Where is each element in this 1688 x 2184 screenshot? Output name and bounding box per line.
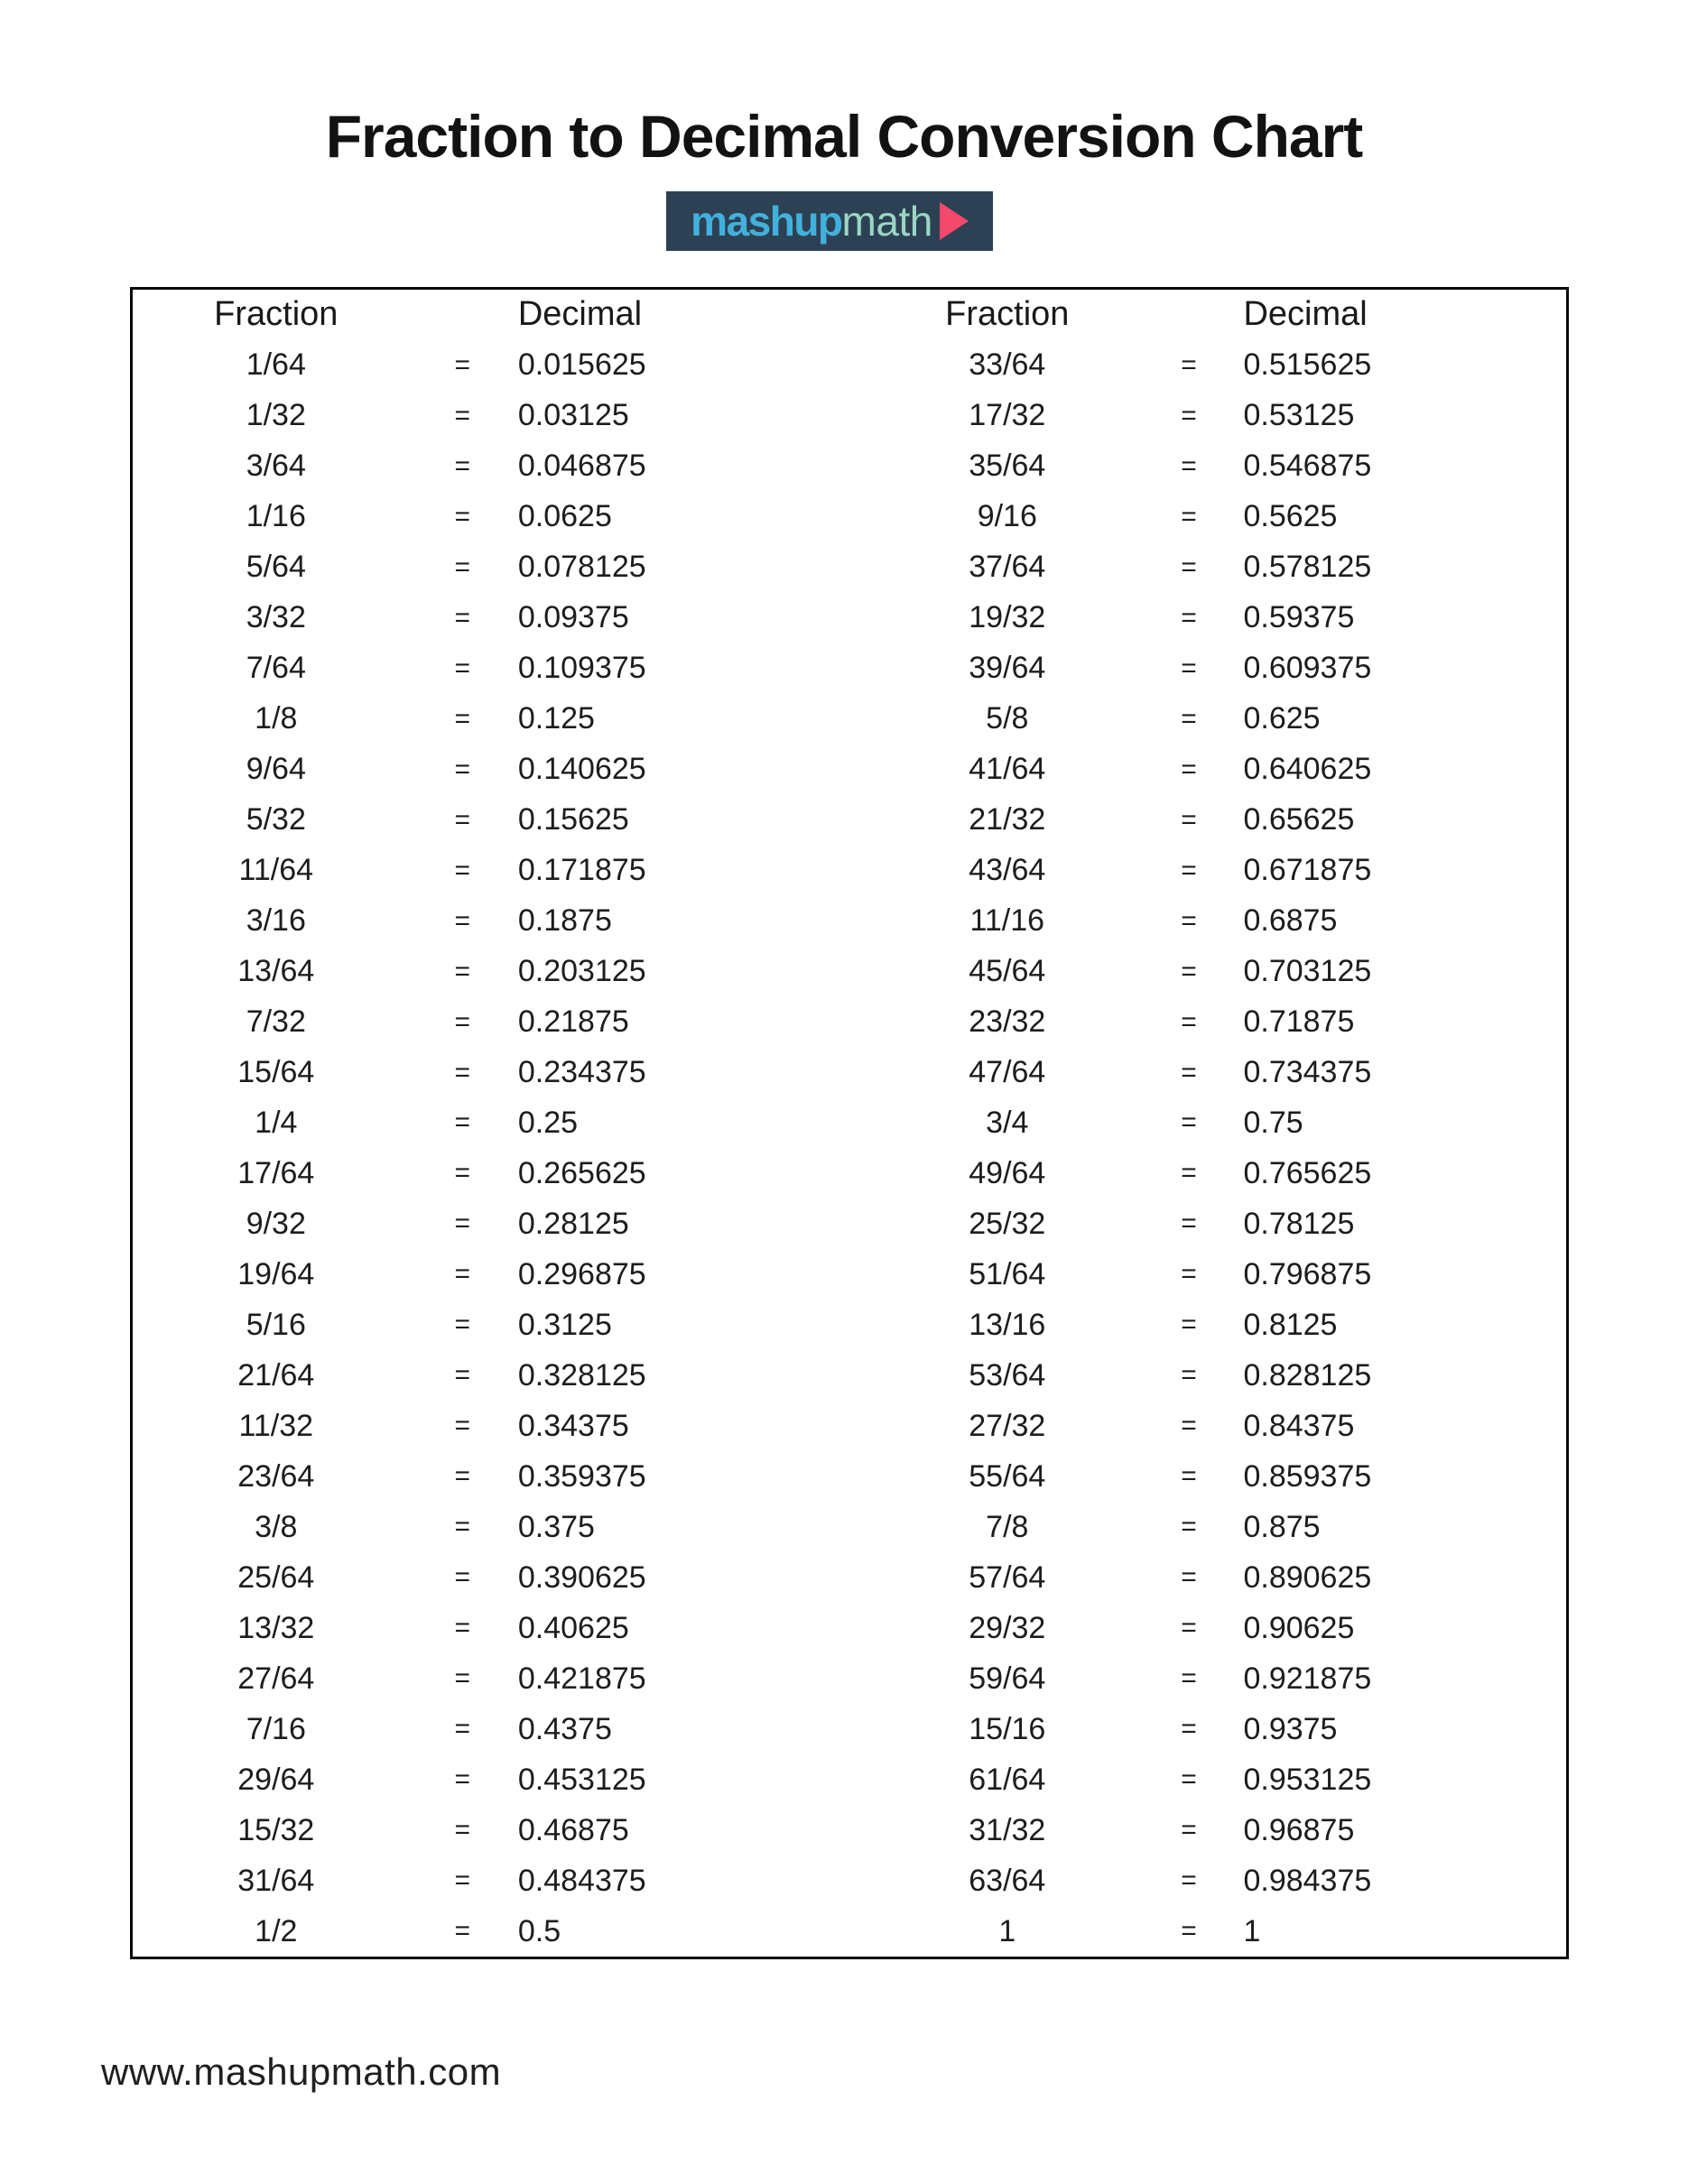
equals-sign: = <box>1181 1562 1197 1593</box>
fraction-value: 57/64 <box>969 1559 1046 1595</box>
equals-sign: = <box>454 956 470 986</box>
fraction-value: 45/64 <box>969 954 1046 989</box>
fraction-value: 39/64 <box>969 651 1046 686</box>
decimal-value: 0.546875 <box>1243 449 1372 484</box>
column-header-decimal: Decimal <box>1243 295 1368 334</box>
fraction-value: 23/32 <box>969 1004 1046 1040</box>
decimal-value: 0.15625 <box>517 802 629 838</box>
decimal-value: 0.28125 <box>517 1206 629 1241</box>
equals-sign: = <box>454 1916 470 1946</box>
decimal-value: 0.46875 <box>517 1812 629 1847</box>
fraction-value: 7/16 <box>246 1711 306 1746</box>
equals-sign: = <box>454 1309 470 1340</box>
equals-sign: = <box>454 1512 470 1542</box>
fraction-value: 43/64 <box>969 853 1046 888</box>
fraction-value: 41/64 <box>969 752 1046 787</box>
equals-sign: = <box>1181 652 1197 683</box>
equals-sign: = <box>1181 551 1197 582</box>
equals-sign: = <box>454 855 470 885</box>
equals-sign: = <box>1181 1865 1197 1896</box>
column-header-fraction: Fraction <box>945 295 1070 334</box>
decimal-value: 0.046875 <box>517 449 646 484</box>
decimal-value: 0.078125 <box>517 550 646 585</box>
decimal-value: 0.796875 <box>1243 1256 1372 1291</box>
equals-sign: = <box>454 1158 470 1189</box>
equals-sign: = <box>454 1613 470 1643</box>
equals-sign: = <box>1181 804 1197 835</box>
equals-sign: = <box>454 804 470 835</box>
decimal-value: 0.59375 <box>1243 600 1355 635</box>
fraction-value: 5/8 <box>986 701 1029 736</box>
fraction-value: 59/64 <box>969 1661 1046 1696</box>
decimal-value: 0.484375 <box>517 1863 646 1898</box>
decimal-value: 0.625 <box>1243 701 1321 736</box>
equals-sign: = <box>454 1411 470 1441</box>
equals-sign: = <box>1181 501 1197 532</box>
equals-sign: = <box>1181 956 1197 986</box>
decimal-value: 0.234375 <box>517 1055 646 1090</box>
decimal-value: 0.109375 <box>517 651 646 686</box>
decimal-value: 0.90625 <box>1243 1610 1355 1645</box>
fraction-value: 23/64 <box>237 1458 315 1494</box>
decimal-value: 0.515625 <box>1243 347 1372 383</box>
equals-sign: = <box>454 905 470 936</box>
fraction-value: 7/32 <box>246 1004 306 1040</box>
decimal-value: 0.828125 <box>1243 1357 1372 1393</box>
equals-sign: = <box>454 400 470 430</box>
fraction-value: 27/64 <box>237 1661 315 1696</box>
decimal-value: 0.1875 <box>517 903 612 939</box>
equals-sign: = <box>1181 1107 1197 1138</box>
fraction-value: 1/8 <box>255 701 298 736</box>
decimal-value: 0.34375 <box>517 1408 629 1443</box>
column-header-spacer <box>1147 290 1231 340</box>
fraction-value: 3/16 <box>246 903 306 939</box>
fraction-value: 53/64 <box>969 1357 1046 1393</box>
fraction-value: 17/32 <box>969 398 1046 433</box>
decimal-value: 0.421875 <box>517 1661 646 1696</box>
equals-sign: = <box>454 1815 470 1846</box>
equals-sign: = <box>454 652 470 683</box>
equals-sign: = <box>1181 1512 1197 1542</box>
equals-sign: = <box>454 1562 470 1593</box>
decimal-value: 0.71875 <box>1243 1004 1355 1040</box>
decimal-value: 0.125 <box>517 701 595 736</box>
fraction-value: 13/16 <box>969 1307 1046 1342</box>
fraction-value: 13/32 <box>237 1610 315 1645</box>
decimal-value: 0.640625 <box>1243 752 1372 787</box>
equals-sign: = <box>1181 1360 1197 1391</box>
decimal-value: 0.0625 <box>517 499 612 534</box>
website-url: www.mashupmath.com <box>101 2050 502 2093</box>
decimal-value: 0.03125 <box>517 398 629 433</box>
fraction-value: 29/32 <box>969 1610 1046 1645</box>
decimal-value: 0.265625 <box>517 1155 646 1190</box>
fraction-value: 9/32 <box>246 1206 306 1241</box>
fraction-value: 15/64 <box>237 1055 315 1090</box>
decimal-value: 0.5 <box>517 1913 561 1948</box>
equals-sign: = <box>454 1663 470 1694</box>
equals-sign: = <box>1181 703 1197 734</box>
equals-sign: = <box>454 1006 470 1037</box>
decimal-value: 0.8125 <box>1243 1307 1338 1342</box>
fraction-value: 1/16 <box>246 499 306 534</box>
fraction-value: 3/32 <box>246 600 306 635</box>
fraction-value: 19/32 <box>969 600 1046 635</box>
column-header-fraction: Fraction <box>214 295 339 334</box>
fraction-value: 25/64 <box>237 1559 315 1595</box>
decimal-value: 0.765625 <box>1243 1155 1372 1190</box>
equals-sign: = <box>454 450 470 481</box>
fraction-value: 11/32 <box>238 1408 314 1443</box>
equals-sign: = <box>1181 1613 1197 1643</box>
fraction-value: 51/64 <box>969 1256 1046 1291</box>
fraction-value: 27/32 <box>969 1408 1046 1443</box>
logo-text-mashup: mashup <box>691 198 842 245</box>
fraction-value: 63/64 <box>969 1863 1046 1898</box>
fraction-value: 15/32 <box>237 1812 315 1847</box>
fraction-value: 49/64 <box>969 1155 1046 1190</box>
logo-text-math: math <box>841 198 932 245</box>
fraction-value: 1/64 <box>246 347 306 383</box>
equals-sign: = <box>454 1360 470 1391</box>
equals-sign: = <box>454 1107 470 1138</box>
fraction-value: 55/64 <box>969 1458 1046 1494</box>
fraction-value: 19/64 <box>237 1256 315 1291</box>
conversion-table <box>130 287 1569 1959</box>
decimal-value: 0.890625 <box>1243 1559 1372 1595</box>
fraction-value: 25/32 <box>969 1206 1046 1241</box>
decimal-value: 0.09375 <box>517 600 629 635</box>
decimal-value: 0.140625 <box>517 752 646 787</box>
decimal-value: 0.609375 <box>1243 651 1372 686</box>
decimal-value: 0.671875 <box>1243 853 1372 888</box>
equals-sign: = <box>1181 905 1197 936</box>
equals-sign: = <box>454 501 470 532</box>
fraction-value: 1/32 <box>246 398 306 433</box>
fraction-value: 21/32 <box>969 802 1046 838</box>
decimal-value: 0.859375 <box>1243 1458 1372 1494</box>
decimal-value: 0.453125 <box>517 1762 646 1797</box>
equals-sign: = <box>454 551 470 582</box>
fraction-value: 5/32 <box>246 802 306 838</box>
decimal-value: 0.75 <box>1243 1105 1303 1140</box>
decimal-value: 1 <box>1243 1913 1261 1948</box>
fraction-value: 61/64 <box>969 1762 1046 1797</box>
decimal-value: 0.578125 <box>1243 550 1372 585</box>
fraction-value: 7/8 <box>986 1509 1029 1544</box>
equals-sign: = <box>454 1714 470 1744</box>
decimal-value: 0.984375 <box>1243 1863 1372 1898</box>
equals-sign: = <box>1181 1663 1197 1694</box>
equals-sign: = <box>454 1865 470 1896</box>
fraction-value: 3/4 <box>986 1105 1029 1140</box>
fraction-value: 1 <box>998 1913 1016 1948</box>
equals-sign: = <box>1181 855 1197 885</box>
fraction-value: 5/64 <box>246 550 306 585</box>
decimal-value: 0.40625 <box>517 1610 629 1645</box>
equals-sign: = <box>1181 1461 1197 1492</box>
fraction-value: 9/64 <box>246 752 306 787</box>
equals-sign: = <box>1181 1714 1197 1744</box>
fraction-value: 11/16 <box>969 903 1045 939</box>
decimal-value: 0.328125 <box>517 1357 646 1393</box>
equals-sign: = <box>454 349 470 380</box>
equals-sign: = <box>454 754 470 784</box>
decimal-value: 0.015625 <box>517 347 646 383</box>
fraction-value: 37/64 <box>969 550 1046 585</box>
fraction-value: 1/4 <box>255 1105 298 1140</box>
equals-sign: = <box>1181 349 1197 380</box>
decimal-value: 0.390625 <box>517 1559 646 1595</box>
fraction-value: 31/64 <box>237 1863 315 1898</box>
fraction-value: 11/64 <box>238 853 314 888</box>
equals-sign: = <box>454 703 470 734</box>
equals-sign: = <box>1181 450 1197 481</box>
fraction-value: 15/16 <box>969 1711 1046 1746</box>
equals-sign: = <box>1181 754 1197 784</box>
table-left-panel <box>133 290 849 1957</box>
fraction-value: 35/64 <box>969 449 1046 484</box>
decimal-value: 0.65625 <box>1243 802 1355 838</box>
equals-sign: = <box>1181 1411 1197 1441</box>
fraction-value: 7/64 <box>246 651 306 686</box>
decimal-value: 0.953125 <box>1243 1762 1372 1797</box>
decimal-value: 0.734375 <box>1243 1055 1372 1090</box>
fraction-value: 17/64 <box>237 1155 315 1190</box>
decimal-value: 0.3125 <box>517 1307 612 1342</box>
fraction-value: 9/16 <box>977 499 1037 534</box>
fraction-value: 5/16 <box>246 1307 306 1342</box>
fraction-value: 33/64 <box>969 347 1046 383</box>
decimal-value: 0.53125 <box>1243 398 1355 433</box>
decimal-value: 0.6875 <box>1243 903 1338 939</box>
decimal-value: 0.25 <box>517 1105 579 1140</box>
equals-sign: = <box>454 1764 470 1795</box>
fraction-value: 29/64 <box>237 1762 315 1797</box>
fraction-value: 1/2 <box>255 1913 298 1948</box>
decimal-value: 0.921875 <box>1243 1661 1372 1696</box>
decimal-value: 0.21875 <box>517 1004 629 1040</box>
decimal-value: 0.4375 <box>517 1711 612 1746</box>
equals-sign: = <box>1181 1057 1197 1087</box>
equals-sign: = <box>454 1057 470 1087</box>
equals-sign: = <box>1181 1815 1197 1846</box>
equals-sign: = <box>1181 1916 1197 1946</box>
decimal-value: 0.375 <box>517 1509 595 1544</box>
decimal-value: 0.84375 <box>1243 1408 1355 1443</box>
decimal-value: 0.171875 <box>517 853 646 888</box>
column-header-decimal: Decimal <box>517 295 643 334</box>
decimal-value: 0.703125 <box>1243 954 1372 989</box>
equals-sign: = <box>454 1259 470 1290</box>
equals-sign: = <box>1181 1764 1197 1795</box>
column-header-spacer <box>420 290 505 340</box>
page-title: Fraction to Decimal Conversion Chart <box>325 103 1363 170</box>
equals-sign: = <box>1181 1309 1197 1340</box>
table-right-panel <box>849 290 1566 1957</box>
equals-sign: = <box>1181 602 1197 633</box>
equals-sign: = <box>454 602 470 633</box>
fraction-value: 21/64 <box>237 1357 315 1393</box>
decimal-value: 0.359375 <box>517 1458 646 1494</box>
mashupmath-logo <box>666 191 993 251</box>
fraction-value: 47/64 <box>969 1055 1046 1090</box>
equals-sign: = <box>1181 1006 1197 1037</box>
fraction-value: 3/8 <box>255 1509 298 1544</box>
decimal-value: 0.296875 <box>517 1256 646 1291</box>
fraction-value: 31/32 <box>969 1812 1046 1847</box>
equals-sign: = <box>1181 1259 1197 1290</box>
decimal-value: 0.5625 <box>1243 499 1338 534</box>
decimal-value: 0.9375 <box>1243 1711 1338 1746</box>
equals-sign: = <box>1181 1208 1197 1239</box>
play-triangle-icon <box>940 202 969 240</box>
decimal-value: 0.203125 <box>517 954 646 989</box>
equals-sign: = <box>454 1208 470 1239</box>
decimal-value: 0.875 <box>1243 1509 1321 1544</box>
decimal-value: 0.96875 <box>1243 1812 1355 1847</box>
fraction-value: 3/64 <box>246 449 306 484</box>
fraction-value: 13/64 <box>237 954 315 989</box>
equals-sign: = <box>1181 1158 1197 1189</box>
equals-sign: = <box>1181 400 1197 430</box>
decimal-value: 0.78125 <box>1243 1206 1355 1241</box>
equals-sign: = <box>454 1461 470 1492</box>
